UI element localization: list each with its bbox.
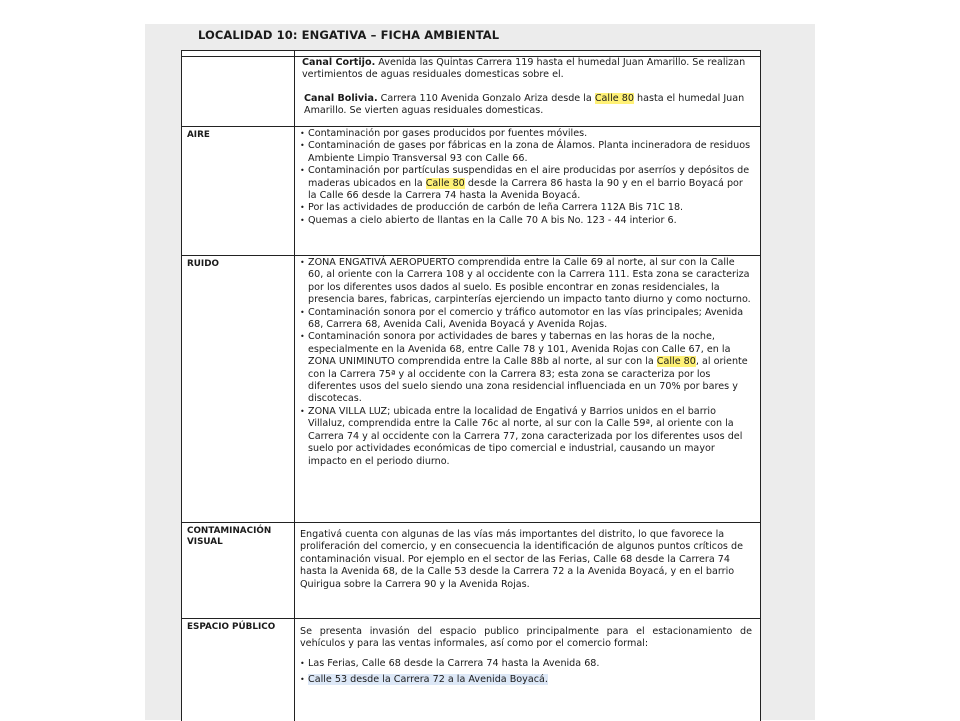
label-line: CONTAMINACIÓN	[187, 526, 272, 536]
visual-text: Engativá cuenta con algunas de las vías más importantes del distrito, lo que favorece la proliferación del comercio, y en consecuencia la identificación de algunos puntos críticos de contaminación visual. Por ejemplo en el sector de las Ferias, Calle 68 desde la Carrera 74 hasta la Avenida 68, de la Calle 53 desde la Carrera 72 a la Avenida Boyacá, y en el barrio Quirigua sobre la Carrera 90 y la Avenida Rojas.	[300, 529, 743, 590]
visual-content	[300, 529, 752, 591]
row-label-ruido: RUIDO	[187, 259, 219, 269]
row-label-espacio: ESPACIO PÚBLICO	[187, 622, 276, 632]
item-text: Contaminación por partículas suspendidas en el aire producidas por aserríos y depósitos de maderas ubicados en la	[308, 165, 750, 189]
selected-text: Calle 53 desde la Carrera 72 a la Avenida Boyacá.	[308, 674, 548, 686]
highlighted-street: Calle 80	[656, 356, 696, 368]
list-item	[300, 674, 752, 686]
row-divider	[182, 255, 760, 256]
item-text: Contaminación sonora por actividades de bares y tabernas en las horas de la noche, especialmente en la Avenida 68, entre Calle 78 y 101, Avenida Rojas con Calle 67, en la ZONA UNIMINUTO comprendida entre la Calle 88b al norte, al sur con la	[308, 331, 731, 368]
list-item: • Las Ferias, Calle 68 desde la Carrera 74 hasta la Avenida 68.	[300, 658, 752, 670]
canal-bolivia-text: Carrera 110 Avenida Gonzalo Ariza desde la	[377, 92, 595, 104]
row-label-aire: AIRE	[187, 130, 210, 140]
item-text: , al oriente con la Carrera 75ª y al occidente con la Carrera 83; esta zona se caracteriza por los diferentes usos del suelo siendo una zona residencial influenciada en un 70% por bares y discotecas.	[308, 356, 748, 405]
canal-cortijo-text: Avenida las Quintas Carrera 119 hasta el humedal Juan Amarillo. Se realizan vertimientos de aguas residuales domesticas sobre el.	[302, 57, 746, 81]
row-divider	[182, 126, 760, 127]
row-label-visual	[187, 526, 271, 548]
highlighted-street: Calle 80	[594, 92, 634, 104]
list-item: • Quemas a cielo abierto de llantas en la Calle 70 A bis No. 123 - 44 interior 6.	[300, 215, 752, 227]
list-item: • Contaminación de gases por fábricas en la zona de Álamos. Planta incineradora de residuos Ambiente Limpio Transversal 93 con Calle 66.	[300, 140, 752, 165]
canal-bolivia-name: Canal Bolivia.	[304, 92, 378, 104]
list-item: • ZONA VILLA LUZ; ubicada entre la localidad de Engativá y Barrios unidos en el barrio Villaluz, comprendida entre la Calle 76c al norte, al sur con la Calle 59ª, al oriente con la Carrera 74 y al occidente con la Carrera 77, zona caracterizada por los diferentes usos del suelo por actividades económicas de tipo comercial e industrial, causando un mayor impacto en el periodo diurno.	[300, 406, 752, 468]
list-item: • Contaminación por gases producidos por fuentes móviles.	[300, 128, 752, 140]
environmental-table	[181, 50, 761, 721]
aire-content	[300, 128, 752, 227]
list-item	[300, 331, 752, 405]
list-item: • ZONA ENGATIVÁ AEROPUERTO comprendida entre la Calle 69 al norte, al sur con la Calle 60, al oriente con la Carrera 108 y al occidente con la Carrera 111. Esta zona se caracteriza por los diferentes usos dados al suelo. Es posible encontrar en zonas residenciales, la presencia bares, fabricas, carpinterías ejerciendo un impacto tanto diurno y como nocturno.	[300, 257, 752, 307]
document-title: LOCALIDAD 10: ENGATIVA – FICHA AMBIENTAL	[198, 28, 500, 42]
canal-bolivia-text: hasta el humedal Juan Amarillo. Se vierten aguas residuales domesticas.	[304, 92, 745, 117]
list-item: • Por las actividades de producción de carbón de leña Carrera 112A Bis 71C 18.	[300, 202, 752, 214]
label-line: VISUAL	[187, 537, 223, 547]
canal-cortijo-name: Canal Cortijo.	[302, 57, 376, 68]
water-content	[300, 57, 752, 118]
espacio-content	[300, 626, 752, 687]
row-divider	[182, 522, 760, 523]
list-item	[300, 165, 752, 202]
item-text: desde la Carrera 86 hasta la 90 y en el barrio Boyacá por la Calle 66 desde la Carrera 74 hasta la Avenida Boyacá.	[308, 177, 743, 202]
list-item: • Contaminación sonora por el comercio y tráfico automotor en las vías principales; Avenida 68, Carrera 68, Avenida Cali, Avenida Boyacá y Avenida Rojas.	[300, 307, 752, 332]
espacio-text: Se presenta invasión del espacio publico principalmente para el estacionamiento de vehículos y para las ventas informales, así como por el comercio formal:	[300, 626, 752, 650]
column-divider	[294, 51, 295, 721]
ruido-content	[300, 257, 752, 468]
highlighted-street: Calle 80	[425, 177, 465, 189]
row-divider	[182, 618, 760, 619]
